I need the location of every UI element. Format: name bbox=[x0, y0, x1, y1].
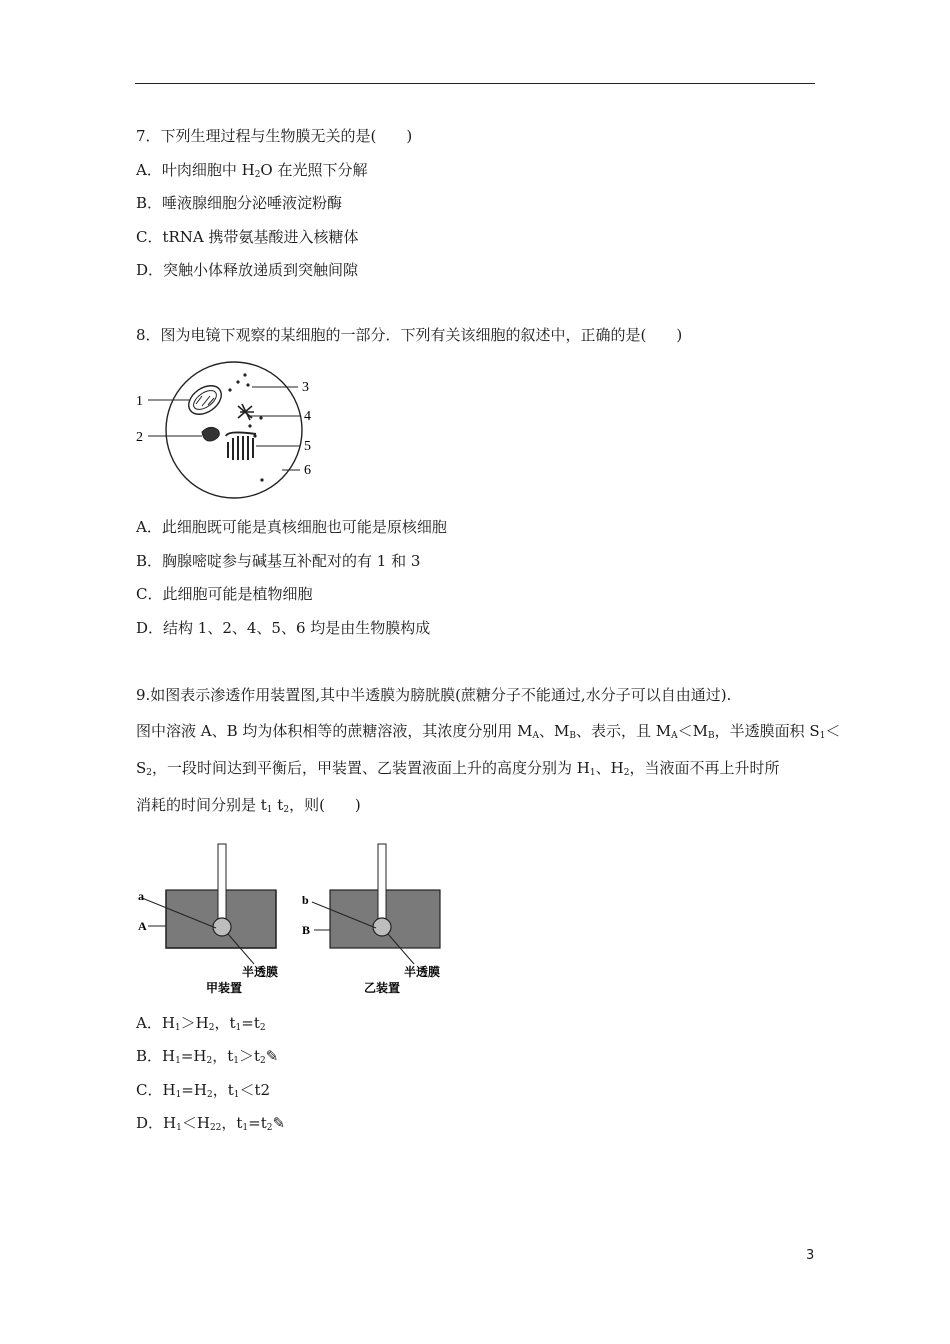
pencil-icon: ✎ bbox=[272, 1114, 286, 1132]
q9-line-3: $S_2$，一段时间达到平衡后，甲装置、乙装置液面上升的高度分别为 $H_1$、$H_2$，当液面不再上升时所 bbox=[136, 759, 780, 778]
right-membrane: 半透膜 bbox=[404, 965, 441, 979]
label-6: 6 bbox=[304, 463, 311, 478]
page-number: 3 bbox=[806, 1248, 815, 1263]
header-rule bbox=[135, 83, 815, 84]
q9-option-c: C．$H_1=H_2$，$t_1<t2$ bbox=[136, 1081, 271, 1100]
q9-option-d: D．$H_1<H_{22}$，$t_1=t_2✎$ bbox=[136, 1114, 286, 1133]
cell-diagram bbox=[130, 360, 330, 505]
q8-option-d: D．结构 1、2、4、5、6 均是由生物膜构成 bbox=[136, 619, 431, 637]
right-letter: b bbox=[302, 893, 309, 907]
q8-option-c: C．此细胞可能是植物细胞 bbox=[136, 585, 313, 603]
q7-option-b: B．唾液腺细胞分泌唾液淀粉酶 bbox=[136, 194, 343, 212]
q9-line-1: 9.如图表示渗透作用装置图,其中半透膜为膀胱膜(蔗糖分子不能通过,水分子可以自由通过). bbox=[136, 686, 732, 704]
left-solution: A bbox=[138, 919, 147, 933]
left-caption: 甲装置 bbox=[206, 981, 243, 995]
q7-option-a: A．叶肉细胞中 $H_2O$ 在光照下分解 bbox=[136, 161, 368, 180]
left-letter: a bbox=[138, 889, 144, 903]
pencil-icon: ✎ bbox=[265, 1047, 279, 1065]
right-caption: 乙装置 bbox=[364, 981, 401, 995]
q9-line-4: 消耗的时间分别是 $t_1$ $t_2$，则( ) bbox=[136, 796, 361, 815]
left-membrane: 半透膜 bbox=[242, 965, 279, 979]
label-3: 3 bbox=[302, 380, 309, 395]
label-4: 4 bbox=[304, 409, 311, 424]
q8-option-b: B．胸腺嘧啶参与碱基互补配对的有 1 和 3 bbox=[136, 552, 421, 570]
osmosis-diagram bbox=[136, 840, 456, 1000]
q7-option-d: D．突触小体释放递质到突触间隙 bbox=[136, 261, 359, 279]
q9-option-a: A．$H_1>H_2$，$t_1=t_2$ bbox=[136, 1014, 266, 1033]
q8-option-a: A．此细胞既可能是真核细胞也可能是原核细胞 bbox=[136, 518, 447, 536]
label-1: 1 bbox=[136, 394, 143, 409]
label-5: 5 bbox=[304, 439, 311, 454]
q8-stem: 8．图为电镜下观察的某细胞的一部分．下列有关该细胞的叙述中，正确的是( ) bbox=[136, 326, 683, 344]
q7-stem: 7．下列生理过程与生物膜无关的是( ) bbox=[136, 127, 413, 145]
label-2: 2 bbox=[136, 430, 143, 445]
q9-line-2: 图中溶液 A、B 均为体积相等的蔗糖溶液，其浓度分别用 $M_A$、$M_B$、表示，且 $M_A<M_B$，半透膜面积 $S_1<$ bbox=[136, 722, 841, 741]
right-solution: B bbox=[302, 923, 311, 937]
q7-option-c: C．tRNA 携带氨基酸进入核糖体 bbox=[136, 228, 359, 246]
q9-option-b: B．$H_1=H_2$，$t_1>t_2✎$ bbox=[136, 1047, 279, 1066]
